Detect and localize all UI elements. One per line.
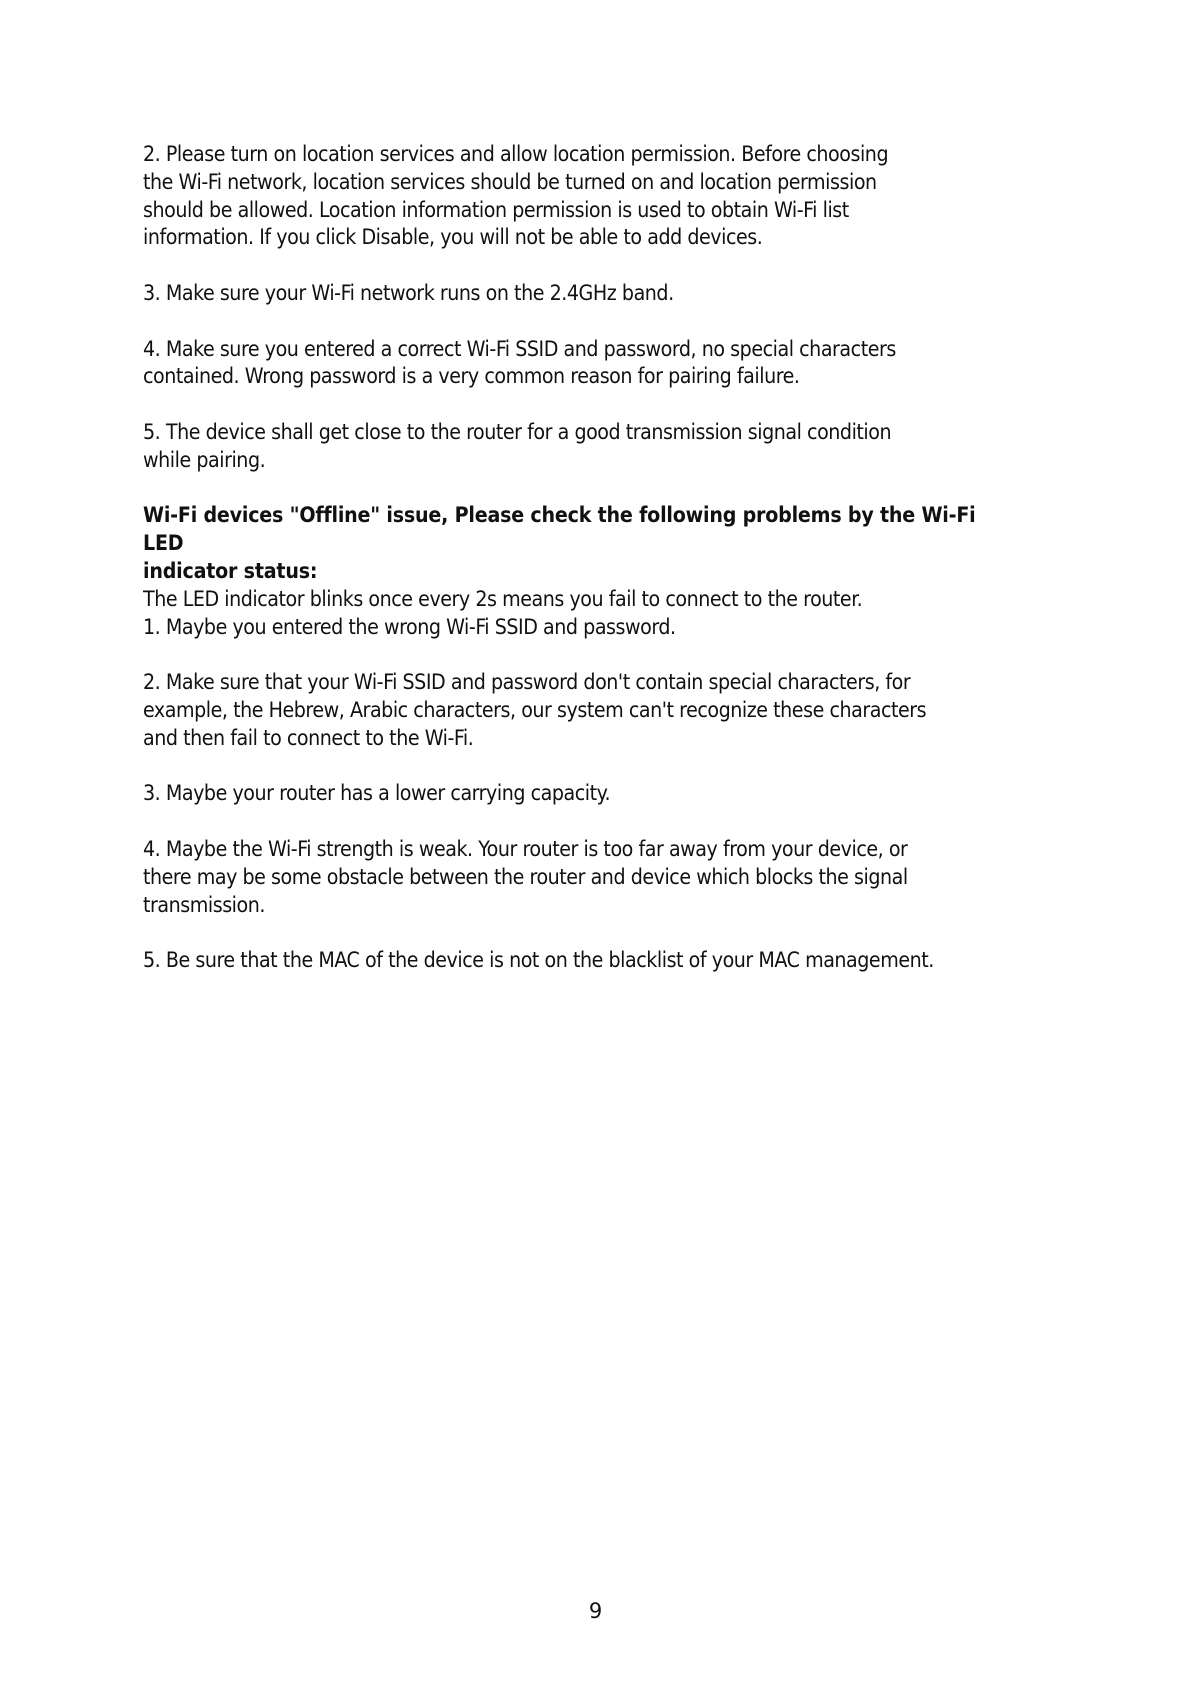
offline-section-intro: The LED indicator blinks once every 2s means you fail to connect to the router. (143, 585, 863, 611)
offline-item-2: 2. Make sure that your Wi-Fi SSID and password don't contain special characters, for example, the Hebrew, Arabic characters, our system can't recognize these characters and then fail to connect to the Wi-Fi. (143, 669, 927, 750)
offline-item-4: 4. Maybe the Wi-Fi strength is weak. Your router is too far away from your device, or there may be some obstacle between the router and device which blocks the signal transmission. (143, 835, 908, 917)
paragraph-gap (143, 251, 1043, 279)
pairing-tip-3: 3. Make sure your Wi-Fi network runs on the 2.4GHz band. (143, 279, 674, 305)
offline-item-3: 3. Maybe your router has a lower carrying capacity. (143, 780, 611, 806)
paragraph-gap (143, 307, 1043, 335)
pairing-tip-4: 4. Make sure you entered a correct Wi-Fi SSID and password, no special characters contained. Wrong password is a very common reason for pairing failure. (143, 335, 896, 389)
pairing-tip-5: 5. The device shall get close to the router for a good transmission signal condition while pairing. (143, 418, 892, 472)
page-number: 9 (588, 1599, 603, 1623)
offline-item-5: 5. Be sure that the MAC of the device is not on the blacklist of your MAC management. (143, 947, 934, 973)
paragraph-gap (143, 752, 1043, 780)
offline-item-1: 1. Maybe you entered the wrong Wi-Fi SSID and password. (143, 613, 676, 639)
paragraph-gap (143, 390, 1043, 418)
offline-section-heading: Wi-Fi devices "Offline" issue, Please check the following problems by the Wi-Fi LED indicator status: (143, 502, 976, 583)
paragraph-gap (143, 474, 1043, 502)
paragraph-gap (143, 918, 1043, 946)
page-content (143, 140, 1043, 974)
pairing-tip-2: 2. Please turn on location services and allow location permission. Before choosing the Wi-Fi network, location services should be turned on and location permission should be allowed. Location information permission is used to obtain Wi-Fi list information. If you click Disable, you will not be able to add devices. (143, 141, 889, 250)
paragraph-gap (143, 807, 1043, 835)
paragraph-gap (143, 640, 1043, 668)
